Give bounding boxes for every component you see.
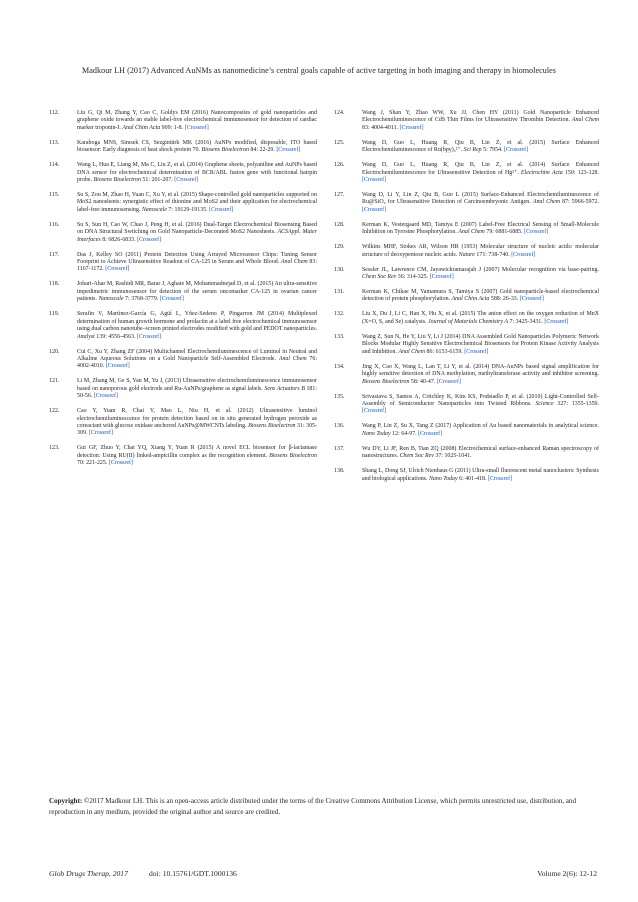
- crossref-link[interactable]: [Crossref]: [362, 206, 387, 213]
- reference-volume-pages: 909: 1-8.: [160, 124, 185, 131]
- reference-number: 118.: [49, 281, 60, 288]
- footer-journal: Glob Drugs Therap, 2017: [49, 869, 128, 878]
- reference-journal: Anal Chem: [278, 355, 307, 362]
- reference-number: 117.: [49, 251, 60, 258]
- crossref-link[interactable]: [Crossref]: [184, 124, 209, 131]
- reference-text: Wu DY, Li JF, Ren B, Tian ZQ (2008) Electrochemical surface-enhanced Raman spectroscopy of nanostructures.: [362, 445, 599, 460]
- crossref-link[interactable]: [Crossref]: [504, 147, 529, 154]
- crossref-link[interactable]: [Crossref]: [137, 333, 162, 340]
- reference-number: 114.: [49, 162, 60, 169]
- crossref-link[interactable]: [Crossref]: [436, 378, 461, 385]
- reference-text: Liu X, Du J, Li C, Han X, Hu X, et al. (2015) The anion effect on the oxygen reduction of MnX (X=O, S, and Se) catalysts.: [362, 311, 599, 325]
- reference-number: 131.: [334, 289, 345, 296]
- reference-journal: Analyst: [77, 333, 95, 340]
- reference-text: Shang L, Dong SJ, Ulrich Nienhaus G (2011) Ultra-small fluorescent metal nanoclusters: Synthesis and biological applications.: [362, 468, 599, 482]
- reference-volume-pages: 36: 314-325.: [396, 274, 430, 281]
- reference-volume-pages: 8: 6826-6833.: [100, 236, 138, 243]
- reference-volume-pages: 150: 123-128.: [562, 169, 600, 176]
- reference-volume-pages: 31: 305-309.: [77, 422, 318, 437]
- reference-item: [334, 423, 599, 438]
- reference-volume-pages: 58: 40-47.: [409, 378, 437, 385]
- reference-journal: Nanoscale: [141, 206, 167, 213]
- reference-item: [334, 446, 599, 461]
- crossref-link[interactable]: [Crossref]: [93, 393, 118, 400]
- crossref-link[interactable]: [Crossref]: [174, 177, 199, 184]
- reference-journal: Anal Chem: [280, 259, 308, 266]
- reference-number: 126.: [334, 162, 345, 169]
- references-left-column: [49, 110, 317, 475]
- crossref-link[interactable]: [Crossref]: [159, 296, 184, 303]
- reference-text: Wang D, Li Y, Lin Z, Qiu B, Guo L (2015) Surface-Enhanced Electrochemiluminescence of Ru@SiO₂ for Ultrasensitive Detection of Carcinoembryonic Antigen.: [362, 192, 599, 206]
- reference-item: [49, 445, 317, 467]
- reference-journal: Anal Chem: [532, 199, 560, 206]
- crossref-link[interactable]: [Crossref]: [418, 430, 443, 437]
- crossref-link[interactable]: [Crossref]: [108, 460, 133, 467]
- crossref-link[interactable]: [Crossref]: [511, 251, 536, 258]
- reference-number: 133.: [334, 333, 345, 340]
- crossref-link[interactable]: [Crossref]: [137, 236, 162, 243]
- crossref-link[interactable]: [Crossref]: [105, 363, 130, 370]
- reference-number: 112.: [49, 110, 60, 116]
- reference-volume-pages: 12: 64-97.: [390, 430, 419, 437]
- reference-text: Wang J, Shan Y, Zhao WW, Xu JJ, Chen HY (2011) Gold Nanoparticle Enhanced Electrochemiluminescence of CdS Thin Films for Ultrasensitive Thrombin Detection.: [362, 110, 599, 124]
- reference-text: Wang D, Guo L, Huang R, Qiu B, Lin Z, et al. (2014) Surface Enhanced Electrochemiluminescence for Ultrasensitive Detection of Hg²⁺.: [362, 162, 599, 176]
- reference-volume-pages: 6: 401-418.: [457, 475, 488, 482]
- reference-number: 122.: [49, 408, 60, 415]
- reference-journal: Anal Chim Acta: [451, 296, 490, 303]
- reference-text: Li M, Zhang M, Ge S, Yan M, Yu J, (2013) Ultrasensitive electrochemiluminescence immunosensor based on nanoporous gold electrode and Ru-AuNPs/graphene as signal labels.: [77, 378, 317, 392]
- reference-text: Wang L, Hua E, Liang M, Ma C, Liu Z, et al. (2014) Graphene sheets, polyaniline and AuNPs based DNA sensor for electrochemical determination of BCR/ABL fusion gene with functional hairpin probe.: [77, 162, 317, 184]
- reference-journal: Nanoscale: [98, 296, 124, 303]
- reference-text: Sessler JL, Lawrence CM, Jayawickramarajah J (2007) Molecular recognition via base-pairing.: [362, 266, 599, 273]
- reference-volume-pages: 37: 1025-1041.: [433, 453, 472, 460]
- reference-journal: Sens Actuators B: [264, 385, 305, 392]
- reference-journal: Biosens Bioelectron: [269, 452, 318, 459]
- reference-item: [334, 110, 599, 132]
- reference-volume-pages: 181: 50-56.: [77, 385, 317, 400]
- reference-journal: Anal Chem: [398, 348, 426, 355]
- reference-volume-pages: 139: 4556-4563.: [94, 333, 138, 340]
- reference-journal: Anal Chem: [571, 117, 599, 124]
- reference-volume-pages: 70: 221-225.: [77, 460, 109, 467]
- reference-text: Karaboga MNS, Simsek CS, Sezgintürk MK (2016) AuNPs modified, disposable, ITO based biosensor: Early diagnosis of heat shock protein 70.: [77, 139, 317, 154]
- crossref-link[interactable]: [Crossref]: [276, 147, 301, 154]
- reference-text: Liu G, Qi M, Zhang Y, Cao C, Goldys EM (2016) Nanocomposites of gold nanoparticles and graphene oxide towards an stable label-free electrochemical immunosensor for detection of cardiac marker troponin-I.: [77, 110, 317, 131]
- reference-volume-pages: 171: 738-740.: [474, 251, 512, 258]
- reference-text: Cui C, Xu Y, Zhang ZF (2004) Multichannel Electrochemiluminescence of Luminol in Neutral and Alkaline Aqueous Solutions on a Gold Nanoparticle Self-Assembled Electrode.: [77, 348, 317, 362]
- reference-text: Kerman K, Chikae M, Yamamura S, Tamiya S (2007) Gold nanoparticle-based electrochemical detection of protein phosphorylation.: [362, 289, 599, 303]
- reference-item: [334, 394, 599, 416]
- reference-journal: Nature: [458, 251, 475, 258]
- reference-text: Cao Y, Yuan R, Chai Y, Mao L, Niu H, et al. (2012) Ultrasensitive luminol electrochemiluminescence for protein detection based on in situ generated hydrogen peroxide as coreactant with glucose oxidase anchored AuNPs@MWCNTs labeling.: [77, 408, 317, 429]
- reference-number: 125.: [334, 139, 345, 146]
- reference-number: 129.: [334, 244, 345, 251]
- reference-item: [334, 267, 599, 282]
- reference-number: 113.: [49, 139, 60, 146]
- reference-item: [49, 349, 317, 371]
- reference-text: Das J, Kelley SO (2011) Protein Detection Using Arrayed Microsensor Chips: Tuning Sensor Footprint to Achieve Ultrasensitive Readout of CA-125 in Serum and Whole Blood.: [77, 251, 317, 266]
- reference-text: Wang Z, Sun N, He Y, Liu Y, Li J (2014) DNA Assembled Gold Nanoparticles Polymeric Network Blocks Modular Highly Sensitive Electrochemical Biosensors for Protein Kinase Activity Analysis and Inhibition.: [362, 333, 599, 355]
- reference-volume-pages: 86: 6153-6159.: [425, 348, 465, 355]
- reference-number: 128.: [334, 221, 345, 228]
- reference-number: 115.: [49, 192, 60, 199]
- reference-number: 130.: [334, 266, 345, 273]
- crossref-link[interactable]: [Crossref]: [519, 296, 544, 303]
- reference-volume-pages: 83: 1167-1172.: [77, 259, 317, 273]
- copyright-notice: [49, 796, 597, 817]
- reference-journal: Sci Rep: [463, 147, 482, 154]
- crossref-link[interactable]: [Crossref]: [362, 177, 387, 184]
- reference-journal: Biosens Bioelectron: [248, 422, 296, 429]
- crossref-link[interactable]: [Crossref]: [487, 475, 513, 482]
- reference-item: [334, 140, 599, 155]
- reference-text: Gui GF, Zhuo Y, Chai YQ, Xiang Y, Yuan R (2015) A novel ECL biosensor for β-lactamase detection: Using RU(II) linked-ampicillin complex as the recognition element.: [77, 445, 317, 459]
- reference-item: [334, 192, 599, 214]
- reference-number: 137.: [334, 445, 345, 452]
- reference-volume-pages: 76: 4002-4010.: [77, 355, 318, 370]
- reference-journal: Journal of Materials Chemistry A: [428, 318, 509, 325]
- copyright-label: Copyright:: [49, 797, 83, 805]
- reference-number: 119.: [49, 311, 60, 318]
- crossref-link[interactable]: [Crossref]: [464, 348, 489, 355]
- reference-item: [49, 378, 317, 400]
- reference-volume-pages: 51: 201-207.: [140, 177, 175, 184]
- crossref-link[interactable]: [Crossref]: [362, 408, 387, 415]
- reference-journal: Chem Soc Rev: [362, 274, 397, 281]
- reference-item: [49, 252, 317, 274]
- reference-item: [49, 222, 317, 244]
- crossref-link[interactable]: [Crossref]: [399, 124, 424, 131]
- reference-item: [334, 334, 599, 356]
- reference-number: 121.: [49, 378, 60, 385]
- reference-item: [334, 468, 599, 483]
- reference-number: 120.: [49, 348, 60, 355]
- references-right-column: [334, 110, 599, 491]
- reference-text: Su S, Zou M, Zhao H, Yuan C, Xu Y, et al. (2015) Shape-controlled gold nanoparticles supported on MoS2 nanosheets: synergistic effect of thionine and MoS2 and their application for electrochemical label-free immunosensing.: [77, 192, 317, 213]
- reference-item: [49, 140, 317, 155]
- reference-item: [334, 364, 599, 386]
- reference-volume-pages: 84: 22-29.: [248, 147, 277, 154]
- reference-number: 132.: [334, 311, 345, 318]
- reference-journal: Biosens Bioelectron: [201, 147, 249, 154]
- reference-number: 127.: [334, 192, 345, 199]
- copyright-text: ©2017 Madkour LH. This is an open-access article distributed under the terms of the Creative Commons Attribution License, which permits unrestricted use, distribution, and reproduction in any medium, provided the original author and source are credited.: [49, 797, 576, 816]
- reference-text: Su S, Sun H, Cao W, Chao J, Peng H, et al. (2016) Dual-Target Electrochemical Biosensing Based on DNA Structural Switching on Gold Nanoparticle-Decorated MoS2 Nanosheets.: [77, 221, 317, 236]
- reference-volume-pages: 7: 3425-3431.: [508, 318, 545, 325]
- crossref-link[interactable]: [Crossref]: [524, 229, 549, 236]
- reference-journal: Chem Soc Rev: [399, 453, 434, 460]
- reference-number: 116.: [49, 221, 60, 228]
- reference-item: [334, 222, 599, 237]
- reference-text: Wang P, Lin Z, Su X, Tang Z (2017) Application of Au based nanomaterials in analytical science.: [362, 423, 599, 430]
- reference-journal: Biosens Bioelectron: [93, 177, 141, 184]
- reference-number: 123.: [49, 445, 60, 452]
- reference-journal: Electrochim Acta: [520, 169, 563, 176]
- footer-doi: doi: 10.15761/GDT.1000136: [149, 869, 237, 878]
- reference-journal: Science: [535, 400, 554, 407]
- crossref-link[interactable]: [Crossref]: [88, 430, 113, 437]
- reference-number: 134.: [334, 363, 345, 370]
- reference-volume-pages: 5: 7954.: [481, 147, 505, 154]
- reference-volume-pages: 79: 6881-6885.: [484, 229, 525, 236]
- reference-journal: Anal Chem: [458, 229, 485, 236]
- reference-journal: Biosens Bioelectron: [362, 378, 410, 385]
- reference-journal: Anal Chim Acta: [122, 124, 161, 131]
- reference-text: Wilkins MHF, Stokes AR, Wilson HR (1953) Molecular structure of nucleic acids: molecular structure of deoxypentose nucleic acids.: [362, 244, 599, 258]
- reference-volume-pages: 327: 1355-1359.: [553, 400, 599, 407]
- reference-text: Johari-Ahar M, Rashidi MR, Barar J, Aghaie M, Mohammadnejad D, et al. (2015) An ultra-sensitive impedimetric immunosensor for detection of the serum oncomarker CA-125 in ovarian cancer patients.: [77, 281, 317, 303]
- reference-text: Jing X, Cao X, Wang L, Lan T, Li Y, et al. (2014) DNA-AuNPs based signal amplification for highly sensitive detection of DNA methylation, methyltransferase activity and inhibitor screening.: [362, 363, 599, 378]
- reference-journal: Nano Today: [428, 475, 458, 482]
- reference-text: Serafin V, Martínez-García G, Agüí L, Yñez-Sedeno P, Pingarron JM (2014) Multiplexed determination of human growth hormone and prolactin at a label free electrochemical immunosensor using dual carbon nanotube–screen printed electrodes modified with gold and PEDOT nanoparticles.: [77, 311, 317, 333]
- reference-text: Wang D, Guo L, Huang R, Qiu B, Lin Z, et al. (2015) Surface Enhanced Electrochemiluminescence of Ru(bpy)₃²⁺.: [362, 139, 599, 154]
- crossref-link[interactable]: [Crossref]: [429, 274, 454, 281]
- reference-volume-pages: 7: 19129-19135.: [166, 206, 210, 213]
- reference-item: [334, 289, 599, 304]
- reference-item: [49, 408, 317, 438]
- reference-volume-pages: 7: 3768-3779.: [123, 296, 160, 303]
- reference-item: [49, 281, 317, 303]
- crossref-link[interactable]: [Crossref]: [105, 266, 130, 273]
- reference-item: [334, 244, 599, 259]
- reference-volume-pages: 83: 4004-4011.: [362, 124, 400, 131]
- reference-item: [334, 162, 599, 184]
- crossref-link[interactable]: [Crossref]: [544, 318, 569, 325]
- reference-volume-pages: 87: 5966-5972.: [560, 199, 599, 206]
- reference-number: 135.: [334, 393, 345, 400]
- crossref-link[interactable]: [Crossref]: [209, 206, 234, 213]
- reference-number: 124.: [334, 110, 345, 116]
- reference-text: Srivastava S, Santos A, Critchley K, Kim KS, Podsiadlo P, et al. (2010) Light-Controlled Self-Assembly of Semiconductor Nanoparticles into Twisted Ribbons.: [362, 393, 599, 407]
- reference-item: [49, 162, 317, 184]
- running-header: Madkour LH (2017) Advanced AuNMs as nanomedicine’s central goals capable of active targeting in both imaging and therapy in biomolecules: [82, 66, 556, 75]
- reference-item: [49, 311, 317, 341]
- footer-volume: Volume 2(6): 12-12: [537, 869, 597, 878]
- reference-item: [334, 311, 599, 326]
- reference-number: 138.: [334, 468, 345, 475]
- reference-journal: Nano Today: [362, 430, 391, 437]
- reference-number: 136.: [334, 423, 345, 430]
- reference-item: [49, 110, 317, 132]
- reference-journal: ACSAppl. Mater Interfaces: [77, 229, 318, 243]
- reference-item: [49, 192, 317, 214]
- reference-volume-pages: 588: 26-33.: [489, 296, 520, 303]
- reference-text: Kerman K, Vestergaard MD, Tamiya E (2007) Label-Free Electrical Sensing of Small-Molecule Inhibition on Tyrosine Phosphorylation.: [362, 221, 599, 236]
